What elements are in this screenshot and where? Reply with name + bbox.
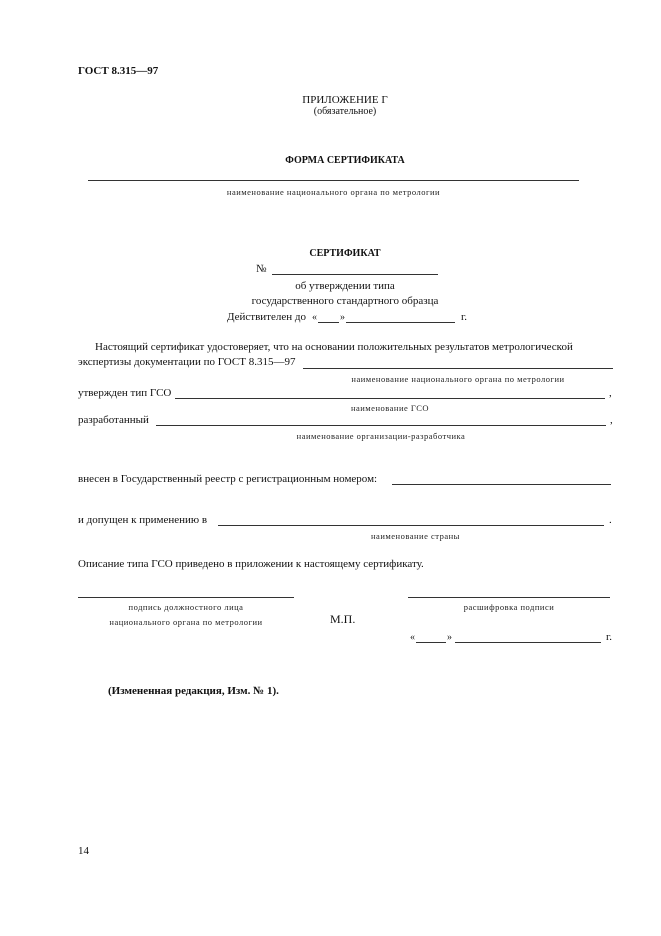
certificate-number-line: [272, 274, 438, 275]
country-line: [218, 525, 604, 526]
valid-quote-close: »: [340, 312, 345, 323]
valid-until-label: Действителен до: [227, 311, 306, 323]
appendix-status: (обязательное): [313, 106, 377, 117]
org-name-caption: наименование национального органа по метрологии: [226, 187, 441, 197]
date-quote-open: «: [410, 632, 415, 643]
certificate-line1: об утверждении типа: [295, 280, 395, 292]
signature-decode-caption: расшифровка подписи: [463, 602, 555, 612]
admitted-label: и допущен к применению в: [78, 514, 208, 526]
date-quote-close: »: [447, 632, 452, 643]
developed-comma: ,: [610, 414, 613, 426]
valid-quote-open: «: [312, 312, 317, 323]
registry-label: внесен в Государственный реестр с регистрационным номером:: [78, 473, 378, 485]
registry-number-line: [392, 484, 611, 485]
amendment-note: (Измененная редакция, Изм. № 1).: [108, 685, 279, 697]
signature-decode-line: [408, 597, 610, 598]
gso-name-line: [175, 398, 605, 399]
approved-comma: ,: [609, 387, 612, 399]
developer-line: [156, 425, 606, 426]
signature-line: [78, 597, 294, 598]
valid-month-line: [346, 322, 455, 323]
org-name-caption-2: наименование национального органа по метрологии: [351, 374, 565, 384]
developed-label: разработанный: [78, 414, 149, 426]
certificate-title: СЕРТИФИКАТ: [309, 248, 381, 259]
paragraph-line1: Настоящий сертификат удостоверяет, что на основании положительных результатов метрологической: [95, 341, 573, 353]
org-name-line-2: [303, 368, 613, 369]
date-day-line: [416, 642, 446, 643]
valid-day-line: [318, 322, 339, 323]
document-code: ГОСТ 8.315—97: [78, 65, 159, 77]
org-name-line: [88, 180, 579, 181]
certificate-number-label: №: [256, 263, 267, 275]
date-year-suffix: г.: [606, 631, 613, 643]
date-month-line: [455, 642, 601, 643]
developer-caption: наименование организации-разработчика: [296, 431, 466, 441]
signature-caption-2: национального органа по метрологии: [109, 617, 263, 627]
valid-year-suffix: г.: [461, 311, 468, 323]
country-caption: наименование страны: [371, 531, 460, 541]
gso-name-caption: наименование ГСО: [350, 403, 430, 413]
admitted-period: .: [609, 514, 612, 526]
page-number: 14: [78, 845, 89, 857]
stamp-place: М.П.: [330, 612, 356, 626]
certificate-line2: государственного стандартного образца: [251, 295, 439, 307]
approved-type-label: утвержден тип ГСО: [78, 387, 172, 399]
form-title: ФОРМА СЕРТИФИКАТА: [285, 155, 405, 166]
appendix-title: ПРИЛОЖЕНИЕ Г: [302, 94, 388, 106]
paragraph-line2: экспертизы документации по ГОСТ 8.315—97: [78, 356, 296, 368]
description-text: Описание типа ГСО приведено в приложении к настоящему сертификату.: [78, 558, 424, 570]
signature-caption-1: подпись должностного лица: [128, 602, 244, 612]
